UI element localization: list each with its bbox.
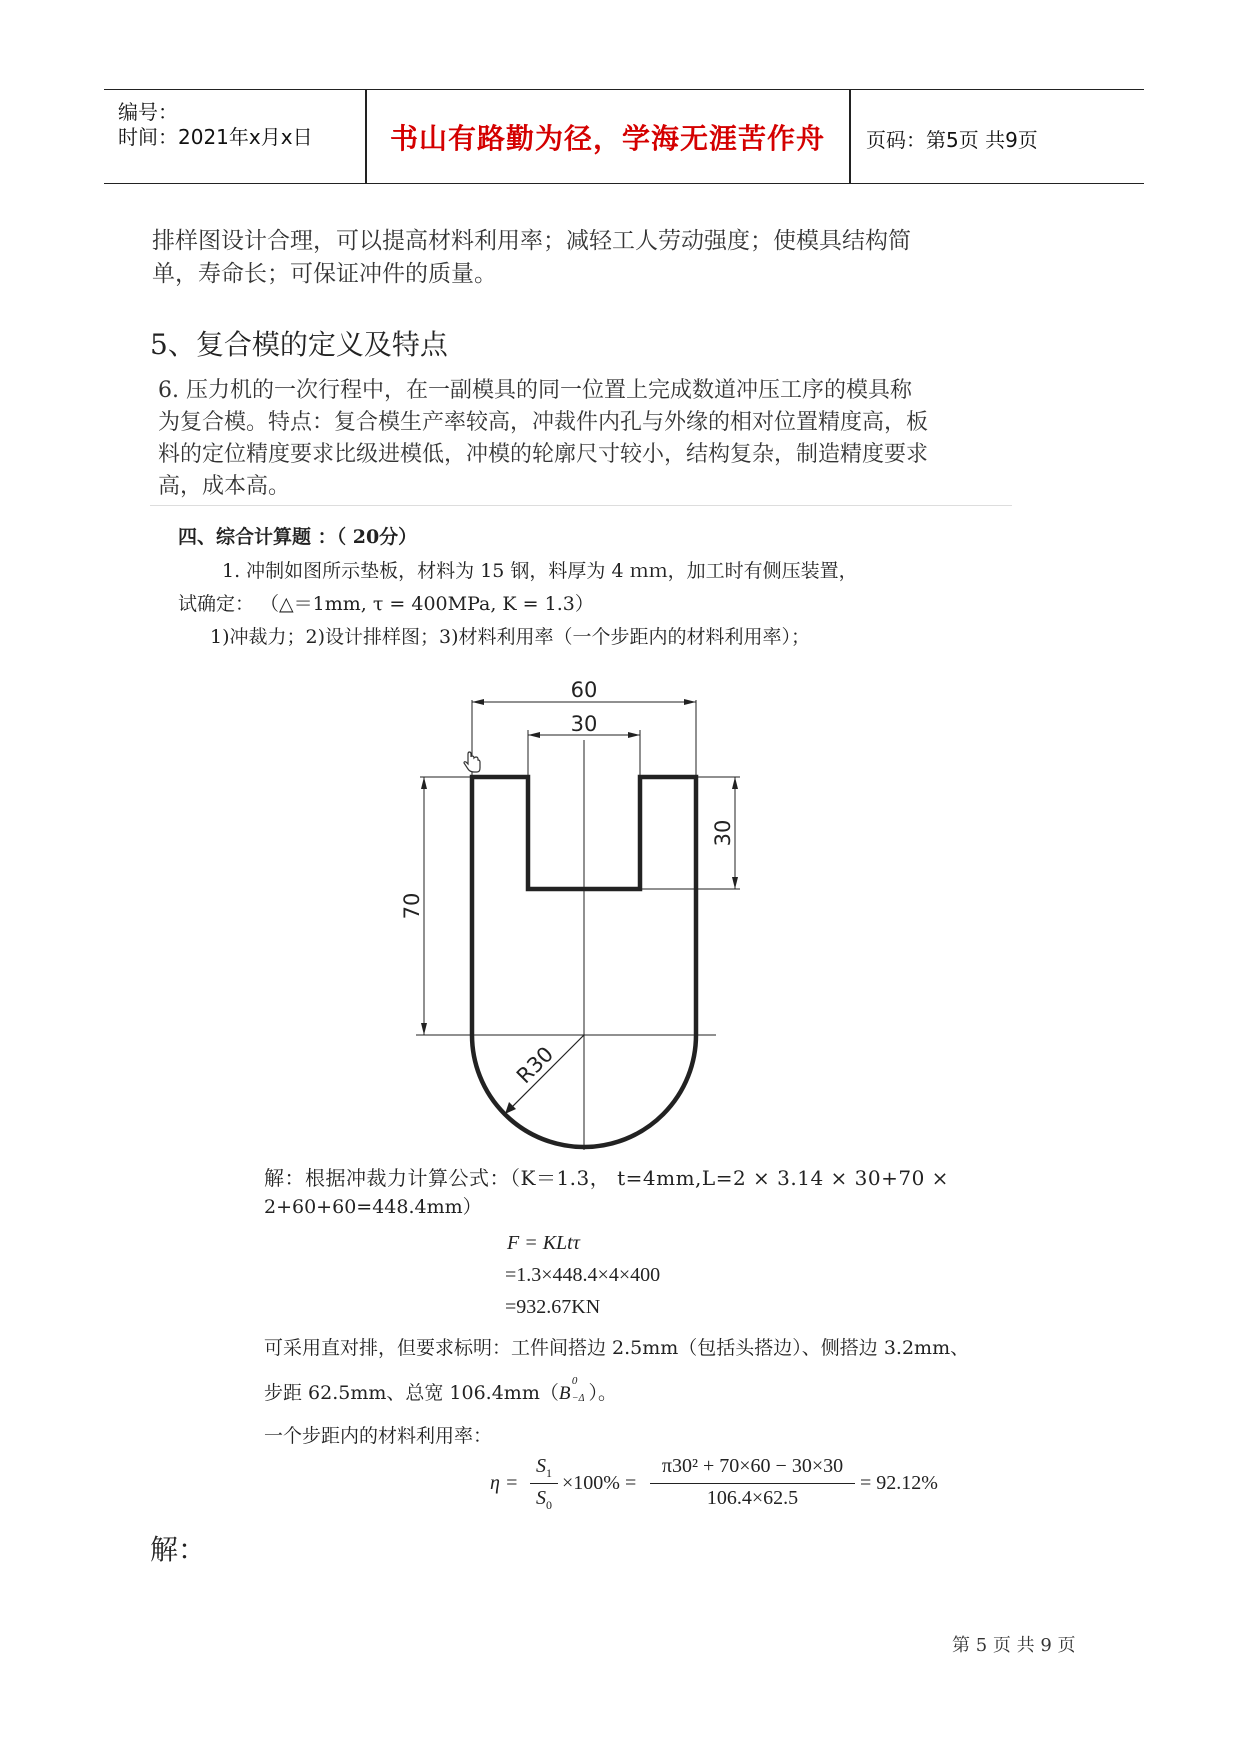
- q1-line3: 1)冲裁力；2)设计排样图；3)材料利用率（一个步距内的材料利用率）；: [210, 626, 811, 648]
- solution-jie: 解：: [150, 1533, 207, 1566]
- layout-line2: 步距 62.5mm、总宽 106.4mm（B 0 −Δ ）。: [264, 1375, 617, 1404]
- para1-line2: 单，寿命长；可保证冲件的质量。: [152, 261, 497, 287]
- formula-2: =1.3×448.4×4×400: [505, 1264, 661, 1286]
- dim-70-label: 70: [400, 892, 424, 920]
- para6-line1: 6. 压力机的一次行程中，在一副模具的同一位置上完成数道冲压工序的模具称: [158, 378, 912, 403]
- section4-title: 四、综合计算题 ：（ 20分）: [178, 526, 418, 548]
- utilization-label: 一个步距内的材料利用率：: [264, 1425, 493, 1447]
- q1-line1: 1. 冲制如图所示垫板，材料为 15 钢，料厚为 4 ｍｍ，加工时有侧压装置，: [222, 560, 858, 582]
- dim-radius-label: R30: [511, 1041, 559, 1089]
- dim-30-width-label: 30: [570, 712, 598, 736]
- para6-line4: 高，成本高。: [158, 474, 291, 499]
- para6-line2: 为复合模。特点：复合模生产率较高，冲裁件内孔与外缘的相对位置精度高，板: [158, 410, 929, 435]
- layout-line1: 可采用直对排，但要求标明：工件间搭边 2.5mm（包括头搭边）、侧搭边 3.2mm、: [264, 1337, 970, 1359]
- para1-line1: 排样图设计合理，可以提高材料利用率；减轻工人劳动强度；使模具结构简: [152, 228, 911, 254]
- heading-5: 5、复合模的定义及特点: [150, 328, 448, 361]
- header-time-label: 时间：2021年x月x日: [118, 125, 313, 149]
- dim-30-depth-label: 30: [711, 819, 735, 847]
- header-motto: 书山有路勤为径，学海无涯苦作舟: [389, 122, 825, 155]
- header-page-label: 页码：第5页 共9页: [866, 128, 1038, 152]
- dim-60-label: 60: [570, 678, 598, 702]
- solution-line1: 解：根据冲裁力计算公式：（K＝1.3， t=4mm,L=2 × 3.14 × 30+70 ×: [264, 1166, 949, 1190]
- page-footer: 第 5 页 共 9 页: [952, 1635, 1076, 1656]
- header-number-label: 编号：: [118, 100, 178, 124]
- formula-3: =932.67KN: [505, 1296, 601, 1318]
- para6-line3: 料的定位精度要求比级进模低，冲模的轮廓尺寸较小，结构复杂，制造精度要求: [158, 442, 929, 467]
- q1-line2: 试确定： （△＝1mm, τ = 400MPa, K = 1.3）: [178, 593, 594, 615]
- formula-1: F = KLtτ: [507, 1232, 580, 1254]
- solution-line2: 2+60+60=448.4mm）: [264, 1196, 482, 1218]
